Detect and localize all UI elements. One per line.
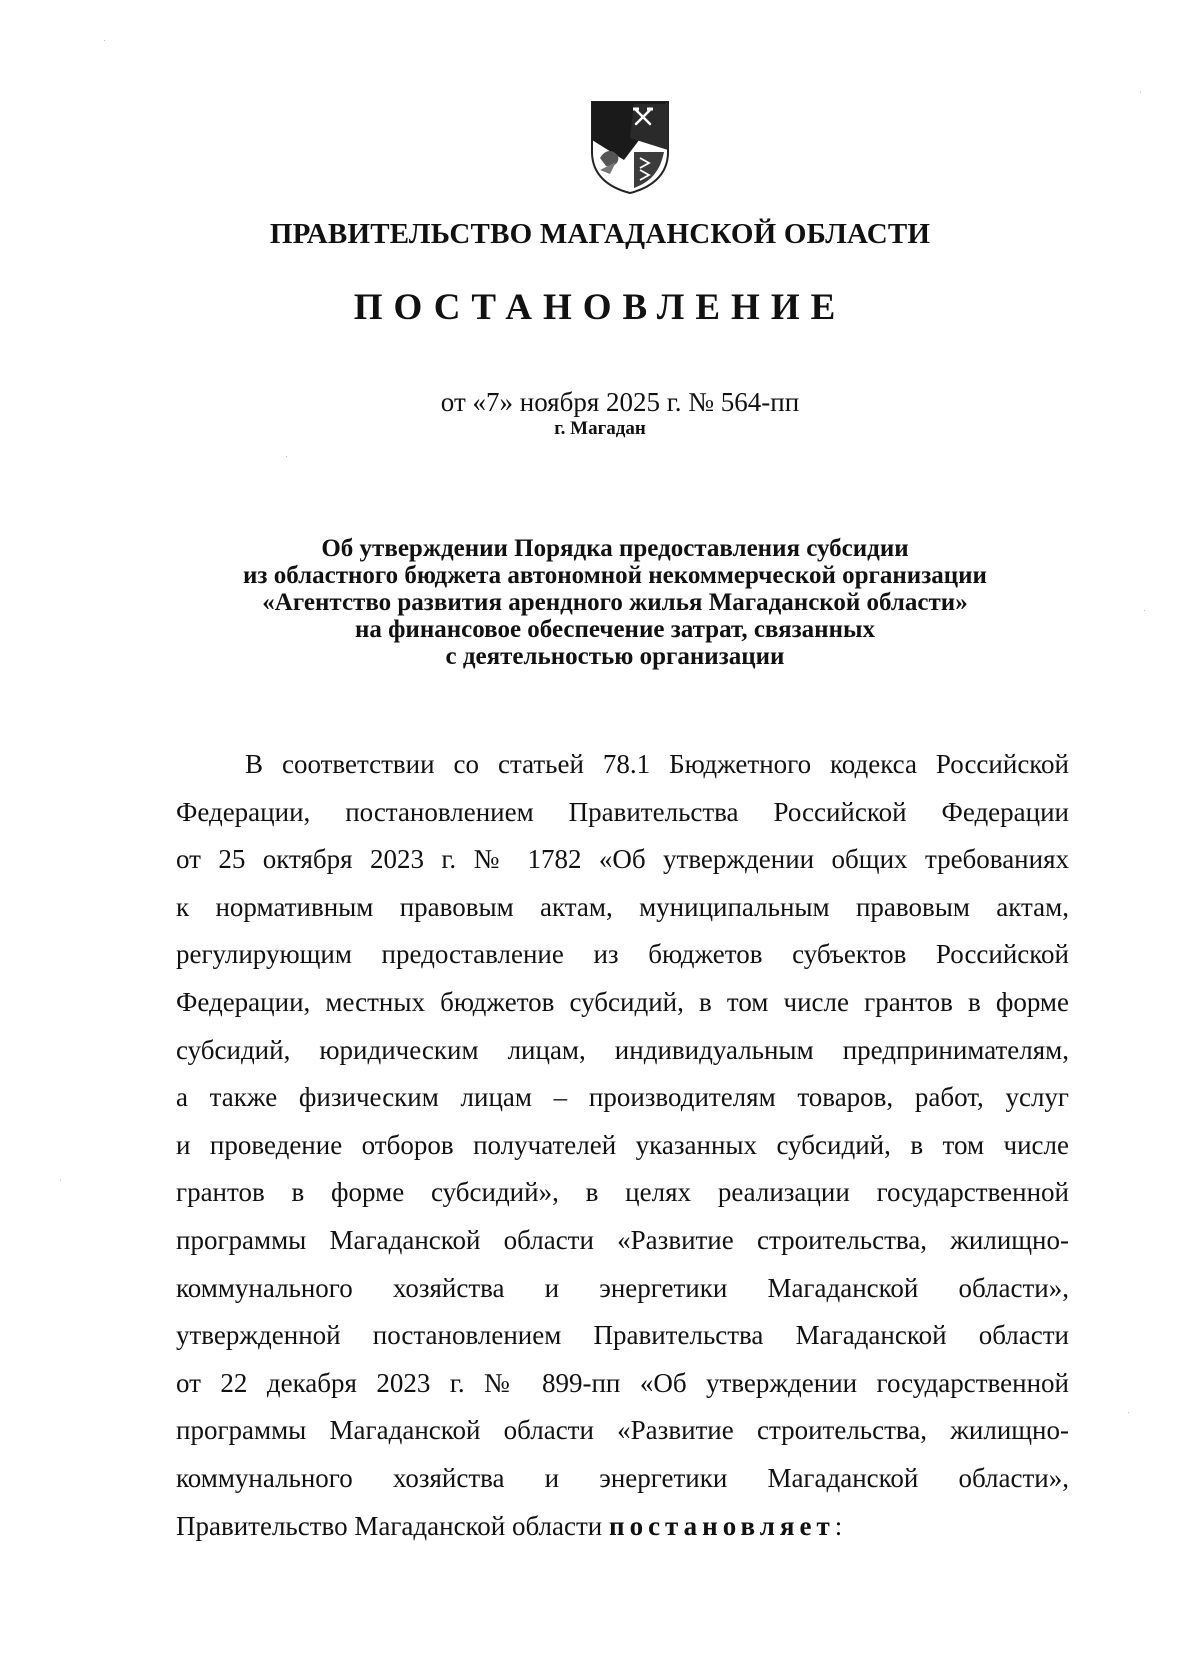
paragraph-line: субсидий, юридическим лицам, индивидуальным предпринимателям, <box>176 1034 1069 1065</box>
document-subject <box>0 535 1200 670</box>
paragraph-line: регулирующим предоставление из бюджетов субъектов Российской <box>176 939 1069 970</box>
paragraph-line: и проведение отборов получателей указанных субсидий, в том числе <box>176 1129 1069 1160</box>
paragraph-line: грантов в форме субсидий», в целях реализации государственной <box>176 1177 1069 1208</box>
paragraph-line: В соответствии со статьей 78.1 Бюджетного кодекса Российской <box>245 749 1069 779</box>
paragraph-line: от 22 декабря 2023 г. № 899-пп «Об утверждении государственной <box>176 1367 1069 1398</box>
scan-speck <box>1144 610 1145 611</box>
paragraph-line: программы Магаданской области «Развитие строительства, жилищно- <box>176 1224 1069 1255</box>
organization-name: ПРАВИТЕЛЬСТВО МАГАДАНСКОЙ ОБЛАСТИ <box>269 218 931 250</box>
final-line-suffix: : <box>834 1510 843 1541</box>
paragraph-line: коммунального хозяйства и энергетики Магаданской области», <box>176 1462 1069 1493</box>
scan-speck <box>1140 92 1141 93</box>
subject-line: на финансовое обеспечение затрат, связанных <box>354 616 876 643</box>
scan-speck <box>1128 1412 1129 1413</box>
preamble-paragraph <box>176 741 1069 1550</box>
paragraph-line: а также физическим лицам – производителям товаров, работ, услуг <box>176 1082 1069 1113</box>
paragraph-line: Федерации, постановлением Правительства Российской Федерации <box>176 796 1069 827</box>
final-line-prefix: Правительство Магаданской области <box>176 1510 610 1541</box>
subject-line: «Агентство развития арендного жилья Магаданской области» <box>262 589 968 616</box>
document-city: г. Магадан <box>554 418 646 439</box>
paragraph-line: программы Магаданской области «Развитие строительства, жилищно- <box>176 1415 1069 1446</box>
document-date-number: от «7» ноября 2025 г. № 564-пп <box>440 387 800 417</box>
scan-speck <box>286 456 287 457</box>
paragraph-line: утвержденной постановлением Правительства Магаданской области <box>176 1320 1069 1351</box>
paragraph-line: коммунального хозяйства и энергетики Магаданской области», <box>176 1272 1069 1303</box>
subject-line: из областного бюджета автономной некоммерческой организации <box>243 562 987 589</box>
scan-speck <box>60 1180 61 1181</box>
subject-line: с деятельностью организации <box>445 643 785 670</box>
paragraph-line: от 25 октября 2023 г. № 1782 «Об утверждении общих требованиях <box>176 844 1069 875</box>
resolution-keyword: постановляет <box>609 1510 835 1541</box>
scan-speck <box>104 40 105 41</box>
paragraph-final-line <box>176 1503 1069 1551</box>
paragraph-line: к нормативным правовым актам, муниципальным правовым актам, <box>176 891 1069 922</box>
coat-of-arms-icon <box>590 100 670 194</box>
subject-line: Об утверждении Порядка предоставления субсидии <box>321 535 909 562</box>
document-type-title: ПОСТАНОВЛЕНИЕ <box>353 287 847 328</box>
paragraph-line: Федерации, местных бюджетов субсидий, в том числе грантов в форме <box>176 986 1069 1017</box>
